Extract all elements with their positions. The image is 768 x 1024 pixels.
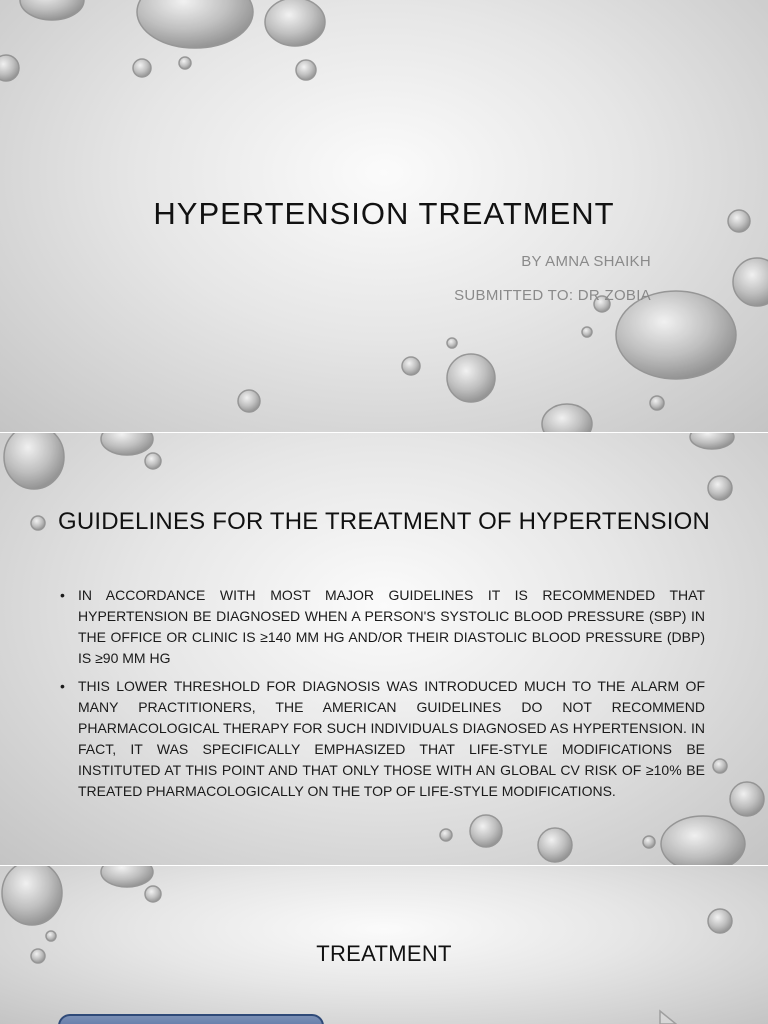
bullet-list xyxy=(60,585,705,809)
presentation-title: HYPERTENSION TREATMENT xyxy=(153,196,615,231)
slide-guidelines xyxy=(0,433,768,865)
diagram-shape xyxy=(58,1014,324,1024)
slide-title xyxy=(0,0,768,432)
list-item: • THIS LOWER THRESHOLD FOR DIAGNOSIS WAS INTRODUCED MUCH TO THE ALARM OF MANY PRACTITIONERS, THE AMERICAN GUIDELINES DO NOT RECOMMEND PHARMACOLOGICAL THERAPY FOR SUCH INDIVIDUALS DIAGNOSED AS HYPERTENSION. IN FACT, IT WAS SPECIFICALLY EMPHASIZED THAT LIFE-STYLE MODIFICATIONS BE INSTITUTED AT THIS POINT AND THAT ONLY THOSE WITH AN GLOBAL CV RISK OF ≥10% BE TREATED PHARMACOLOGICALLY ON THE TOP OF LIFE-STYLE MODIFICATIONS. xyxy=(60,676,705,802)
slide-treatment xyxy=(0,866,768,1024)
slide-heading: GUIDELINES FOR THE TREATMENT OF HYPERTENSION xyxy=(57,508,710,535)
submitted-to-line: SUBMITTED TO: DR ZOBIA xyxy=(454,287,651,304)
slide-heading: TREATMENT xyxy=(316,941,452,966)
list-item: • IN ACCORDANCE WITH MOST MAJOR GUIDELINES IT IS RECOMMENDED THAT HYPERTENSION BE DIAGNOSED WHEN A PERSON'S SYSTOLIC BLOOD PRESSURE (SBP) IN THE OFFICE OR CLINIC IS ≥140 MM HG AND/OR THEIR DIASTOLIC BLOOD PRESSURE (DBP) IS ≥90 MM HG xyxy=(60,585,705,669)
author-byline: BY AMNA SHAIKH xyxy=(521,253,651,270)
